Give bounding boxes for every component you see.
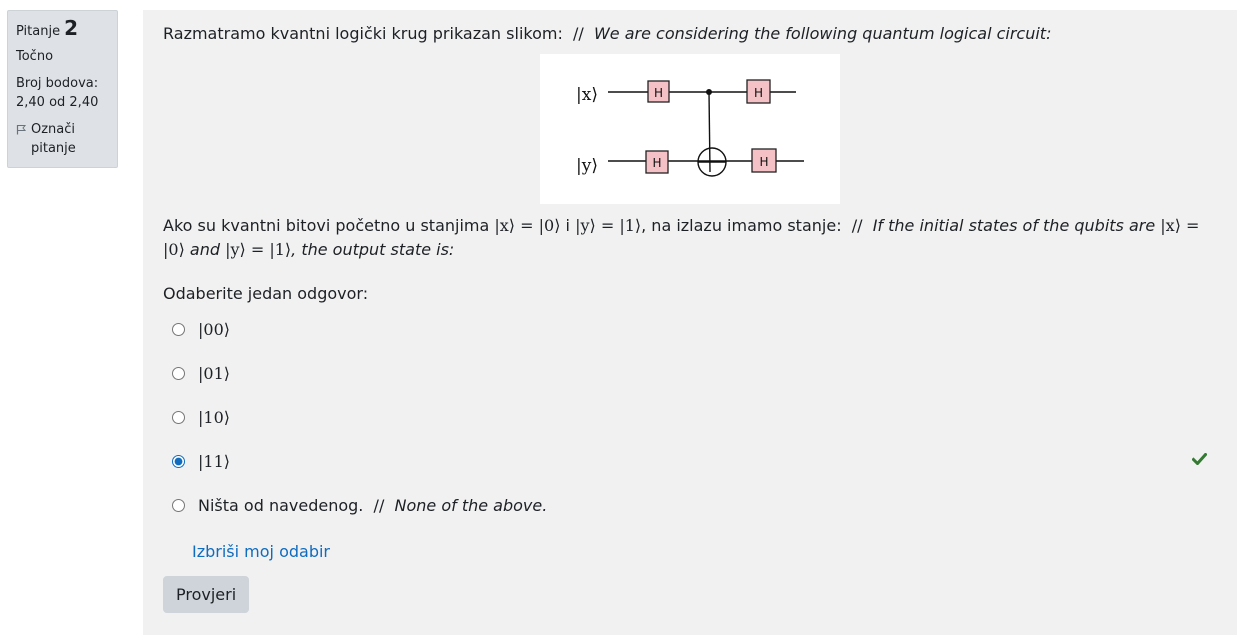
flag-question-link[interactable] xyxy=(16,120,109,158)
question-info-panel xyxy=(7,10,118,168)
marks-value: 2,40 od 2,40 xyxy=(16,95,99,110)
circuit-figure xyxy=(540,54,840,204)
question-marks xyxy=(16,74,109,112)
gate-label: H xyxy=(753,86,764,100)
intro-en: We are considering the following quantum logical circuit: xyxy=(593,24,1052,43)
question-intro xyxy=(163,22,1217,46)
gate-label: H xyxy=(652,156,662,170)
answer-option-c[interactable] xyxy=(163,395,1217,439)
math-initial-x: |x⟩ = |0⟩ xyxy=(494,216,561,235)
answer-prompt: Odaberite jedan odgovor: xyxy=(163,284,369,303)
marks-label: Broj bodova: xyxy=(16,76,99,91)
math-en-y: |y⟩ = |1⟩ xyxy=(225,240,292,259)
math-en-x: |x⟩ = |0⟩ xyxy=(163,216,1200,259)
clear-choice-link[interactable]: Izbriši moj odabir xyxy=(192,542,330,561)
answer-radio-e[interactable] xyxy=(172,499,185,512)
check-button[interactable]: Provjeri xyxy=(163,576,249,613)
answer-label-d: |11⟩ xyxy=(198,451,230,471)
text-en-and: and xyxy=(184,240,226,259)
math-initial-y: |y⟩ = |1⟩ xyxy=(575,216,642,235)
hadamard-gate-y1 xyxy=(646,151,668,173)
ket-x-label: |x⟩ xyxy=(576,85,598,105)
answer-option-a[interactable] xyxy=(163,307,1217,351)
text-hr-and: i xyxy=(560,216,576,235)
answer-label-e: Ništa od navedenog. // None of the above. xyxy=(198,495,548,515)
hadamard-gate-y2 xyxy=(752,149,776,172)
text-hr-part2: , na izlazu imamo stanje: xyxy=(641,216,842,235)
answer-list xyxy=(163,307,1217,527)
question-text xyxy=(163,214,1217,262)
cnot-control-line xyxy=(709,92,710,172)
gate-label: H xyxy=(653,86,664,100)
answer-label-b: |01⟩ xyxy=(198,363,230,383)
hadamard-gate-x1 xyxy=(648,81,669,102)
intro-hr: Razmatramo kvantni logički krug prikazan slikom: xyxy=(163,24,563,43)
ket-y-label: |y⟩ xyxy=(576,156,598,176)
question-label: Pitanje xyxy=(16,24,61,39)
answer-radio-c[interactable] xyxy=(172,411,185,424)
answer-label-a: |00⟩ xyxy=(198,319,230,339)
question-number-value: 2 xyxy=(64,16,78,40)
answer-label-c: |10⟩ xyxy=(198,407,230,427)
answer-option-e[interactable] xyxy=(163,483,1217,527)
text-en-part2: , the output state is: xyxy=(291,240,455,259)
question-number xyxy=(16,16,109,41)
text-separator: // xyxy=(851,216,863,235)
question-content xyxy=(143,10,1237,635)
text-en-part1: If the initial states of the qubits are xyxy=(872,216,1161,235)
question-state: Točno xyxy=(16,49,54,64)
correct-check-icon xyxy=(1192,453,1207,465)
flag-icon xyxy=(16,124,27,135)
intro-separator: // xyxy=(573,24,584,43)
answer-option-d[interactable] xyxy=(163,439,1217,483)
answer-radio-b[interactable] xyxy=(172,367,185,380)
flag-question-label: Označi pitanje xyxy=(31,122,76,156)
answer-radio-d[interactable] xyxy=(172,455,185,468)
cnot-control-dot xyxy=(706,89,712,95)
hadamard-gate-x2 xyxy=(747,80,770,103)
gate-label: H xyxy=(759,155,769,169)
text-hr-part1: Ako su kvantni bitovi početno u stanjima xyxy=(163,216,495,235)
answer-radio-a[interactable] xyxy=(172,323,185,336)
answer-option-b[interactable] xyxy=(163,351,1217,395)
quantum-circuit-diagram xyxy=(540,54,840,204)
